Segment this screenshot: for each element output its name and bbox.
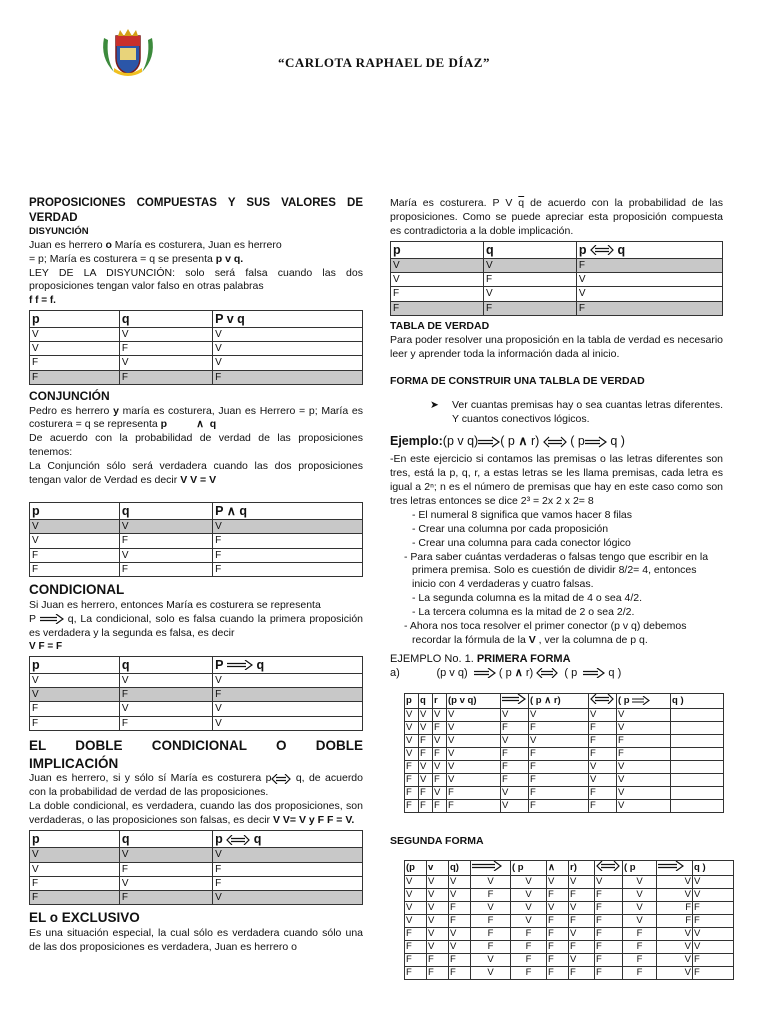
list-item: - El numeral 8 significa que vamos hacer 8 filas: [412, 508, 633, 521]
segunda-forma-truth-table: (p v q) ( p ∧ r) ( p q ) V V V V V V V V V V V V V V F V F F F V V V V V F V V V V F V F F V V F F V F F F V F F F V V F F F V F F V V F V V F F F F F F V V F F F V F F V F F V F F F F V F F F F F V F: [404, 860, 734, 980]
table-row: F V V F F F V F F V V: [405, 928, 734, 941]
list-2: [390, 551, 723, 593]
list-item: - Ahora nos toca resolver el primer conector (p v q) debemos recordar la fórmula de la V , ver la columna de p q.: [404, 619, 687, 646]
tabla-heading: TABLA DE VERDAD: [390, 319, 490, 332]
conditional-arrow-icon: [502, 694, 526, 704]
bicondicional-heading2: IMPLICACIÓN: [29, 755, 119, 771]
table-row: V F F V F F F F: [405, 747, 724, 760]
condicional-text1: Si Juan es herrero, entonces María es costurera se representa: [29, 598, 321, 611]
conditional-arrow-icon: [227, 660, 253, 670]
table-row: F F F F V F F V: [405, 799, 724, 812]
table-row: F V V V F F V V: [405, 760, 724, 773]
segunda-forma-heading: SEGUNDA FORMA: [390, 834, 484, 847]
right-column: [390, 197, 723, 980]
conditional-arrow-icon: [658, 861, 684, 871]
list-1: [390, 509, 723, 551]
conjuncion-table: p q P ∧ q V V V V F F F V F F F F: [29, 502, 363, 577]
condicional-rule: V F = F: [29, 641, 63, 653]
conditional-arrow-icon: [478, 436, 500, 448]
disyuncion-law: LEY DE LA DISYUNCIÓN: solo será falsa cuando las dos proposiciones tengan valor falso en otras palabras: [29, 266, 363, 293]
conjuncion-text2: De acuerdo con la probabilidad de verdad de las proposiciones tenemos:: [29, 432, 363, 459]
left-column: [29, 196, 363, 955]
table-row: V F V V V V F F: [405, 734, 724, 747]
table-row: V V F V F F F V: [405, 721, 724, 734]
exclusivo-continued-text: María es costurera. P V $\overline{q}$ de acuerdo con la probabilidad de las proposiciones. Como se puede apreciar esta proposición compuesta es contradictoria a la doble implicación.: [390, 197, 723, 237]
list-item: - La tercera columna es la mitad de 2 o sea 2/2.: [412, 605, 635, 618]
disyuncion-heading: DISYUNCIÓN: [29, 226, 89, 238]
conjuncion-text1: Pedro es herrero y maría es costurera, Juan es Herrero = p; María es costurera = q se representa p ∧ q: [29, 404, 363, 431]
conditional-arrow-icon: [40, 614, 64, 624]
biconditional-arrow-icon: [226, 835, 250, 845]
bicondicional-table: p q p q V V V V F F F V F F F V: [29, 830, 363, 905]
biconditional-arrow-icon: [271, 774, 291, 784]
main-title-line2: VERDAD: [29, 212, 78, 225]
condicional-text2: P q, La condicional, solo es falsa cuando la primera proposición es verdadera y la segunda es falsa, es decir: [29, 612, 364, 639]
biconditional-arrow-icon: [590, 694, 614, 704]
conditional-arrow-icon: [585, 436, 607, 448]
exclusivo-table: p q p q V V F V F V F V V F F F: [390, 241, 723, 316]
forma-bullet: ➤ Ver cuantas premisas hay o sea cuantas letras diferentes. Y cuantos conectivos lógicos.: [430, 399, 723, 426]
biconditional-arrow-icon: [596, 861, 620, 871]
table-row: F V F V F F V V: [405, 773, 724, 786]
list-3: [390, 592, 723, 620]
conditional-arrow-icon: [583, 668, 605, 678]
table-row: F F F V F F F F F V F: [405, 967, 734, 980]
premisas-explanation: -En este ejercicio si contamos las premisas o las letras diferentes son tres, está la p, q, r, a estas letras se les llama premisas, cada letra es igual a 2ⁿ; n es el número de premisas que hay en este caso como son tres letras entonces se dice 2³ = 2x 2 x 2= 8: [390, 453, 723, 508]
conditional-arrow-icon: [474, 668, 496, 678]
table-row: V V V V V V V V V V V: [405, 876, 734, 889]
main-title: PROPOSICIONES COMPUESTAS Y SUS VALORES DE: [29, 197, 363, 209]
table-row: F F V F V F F V: [405, 786, 724, 799]
biconditional-arrow-icon: [536, 668, 558, 678]
bicondicional-text2: La doble condicional, es verdadera, cuando las dos proposiciones, son verdaderas, o las proposiciones son falsas, es decir V V= V y F F = V.: [29, 800, 363, 827]
disyuncion-text: Juan es herrero o María es costurera, Juan es herrero = p; María es costurera = q se presenta p v q.: [29, 238, 282, 265]
table-row: V V V V V V V V: [405, 708, 724, 721]
forma-heading: FORMA DE CONSTRUIR UNA TALBLA DE VERDAD: [390, 375, 645, 388]
table-row: V V V F V F F F V V V: [405, 889, 734, 902]
condicional-table: p q P q V V V V F F F V V F F V: [29, 656, 363, 731]
list-item: - Crear una columna por cada proposición: [412, 522, 609, 535]
tabla-text: Para poder resolver una proposición en la tabla de verdad es necesario leer y aprender toda la información dada al inicio.: [390, 333, 723, 360]
ejemplo1-formula: a) (p v q) ( p ∧ r) ( p q ): [390, 667, 622, 680]
table-row: V V F F V F F F V F F: [405, 915, 734, 928]
table-row: F V V F F F F F F V V: [405, 941, 734, 954]
condicional-heading: CONDICIONAL: [29, 581, 125, 597]
bicondicional-text1: Juan es herrero, si y sólo sí María es costurera p q, de acuerdo con la probabilidad de verdad de las proposiciones.: [29, 772, 363, 799]
list-4: [390, 620, 723, 648]
list-item: - La segunda columna es la mitad de 4 o sea 4/2.: [412, 592, 642, 605]
school-name-heading: “CARLOTA RAPHAEL DE DÍAZ”: [278, 55, 490, 70]
ejemplo1-heading: EJEMPLO No. 1. PRIMERA FORMA: [390, 652, 571, 665]
bicondicional-heading: EL DOBLE CONDICIONAL O DOBLE: [29, 737, 363, 753]
list-item: - Para saber cuántas verdaderas o falsas tengo que escribir en la primera premisa. Solo es cuestión de dividir 8/2= 4, entonces inicio con 4 verdaderas y cuatro falsas.: [404, 550, 709, 591]
exclusivo-text: Es una situación especial, la cual sólo es verdadera cuando sólo una de las dos proposiciones es verdadera, Juan es herrero o: [29, 926, 363, 953]
ejemplo-formula: Ejemplo:(p v q) ( p ∧ r) ( p q ): [390, 433, 625, 448]
table-row: V V F V V V V F V F F: [405, 902, 734, 915]
list-item: - Crear una columna para cada conector lógico: [412, 536, 631, 549]
table-row: F F F V F F V F F V F: [405, 954, 734, 967]
biconditional-arrow-icon: [590, 245, 614, 255]
exclusivo-heading: EL o EXCLUSIVO: [29, 910, 140, 926]
biconditional-arrow-icon: [543, 436, 567, 448]
disyuncion-ff: f f = f.: [29, 295, 56, 307]
conditional-arrow-icon: [632, 696, 650, 705]
disyuncion-table: p q P v q V V V V F V F V V F F F: [29, 310, 363, 385]
ejemplo1-truth-table: p q r (p v q) ( p ∧ r) ( p q ) V V V V V V V V V V F V F F F V V F V V V V F F V F F V F F F F F V V V F F V V F V F V F F V V F F V F V F F V F F F F V F F V: [404, 693, 724, 813]
conditional-arrow-icon: [472, 861, 502, 871]
arrow-bullet-icon: ➤: [430, 399, 439, 412]
conjuncion-text3: La Conjunción sólo será verdadera cuando las dos proposiciones tengan valor de Verdad es decir V V = V: [29, 460, 363, 486]
conjuncion-heading: CONJUNCIÓN: [29, 388, 110, 403]
